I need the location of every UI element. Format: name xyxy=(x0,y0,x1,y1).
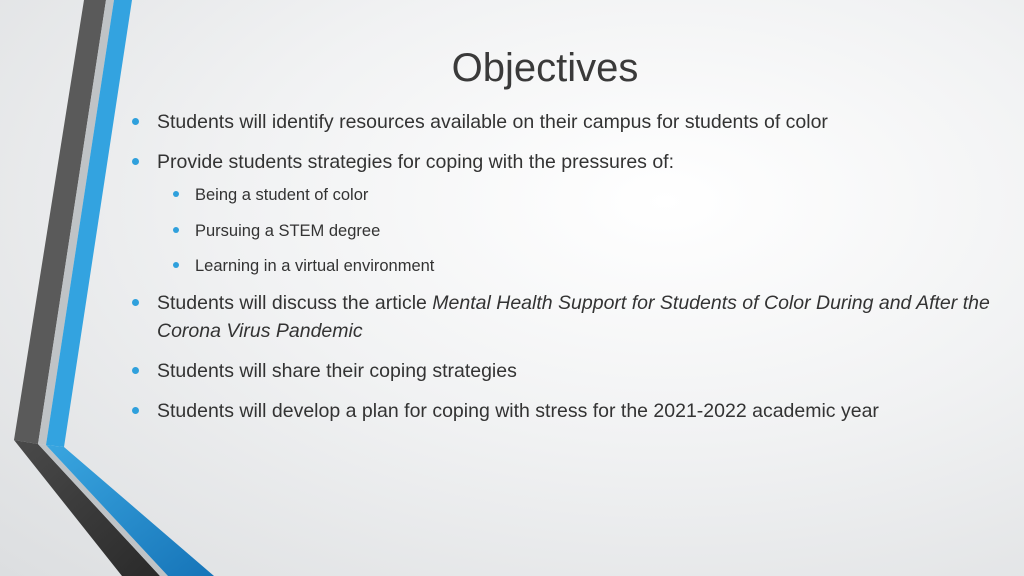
bottom-light-stripe xyxy=(38,444,168,576)
bullet-discuss-article xyxy=(130,289,1010,345)
sub-bullet-stem-degree: Pursuing a STEM degree xyxy=(172,220,1010,242)
bullet-text: Students will identify resources available on their campus for students of color xyxy=(157,111,828,133)
sub-bullet-virtual-environment: Learning in a virtual environment xyxy=(172,255,1010,277)
bullet-text-prefix: Students will discuss the article xyxy=(157,292,433,314)
bottom-dark-stripe xyxy=(14,440,160,576)
article-title: Mental Health Support for Students of Color During and After the Corona Virus Pandemic xyxy=(157,292,990,342)
bullet-develop-plan xyxy=(130,397,1010,425)
bullet-text: Students will develop a plan for coping with stress for the 2021-2022 academic year xyxy=(157,400,879,422)
bullet-share-strategies xyxy=(130,357,1010,385)
sub-bullet-list xyxy=(157,184,1010,277)
bullet-text: Students will share their coping strategies xyxy=(157,360,517,382)
objectives-list xyxy=(130,108,1010,437)
sub-bullet-student-of-color: Being a student of color xyxy=(172,184,1010,206)
bullet-coping-strategies xyxy=(130,148,1010,277)
bullet-identify-resources xyxy=(130,108,1010,136)
slide-title: Objectives xyxy=(451,46,639,90)
bullet-text: Provide students strategies for coping with the pressures of: xyxy=(157,151,675,173)
